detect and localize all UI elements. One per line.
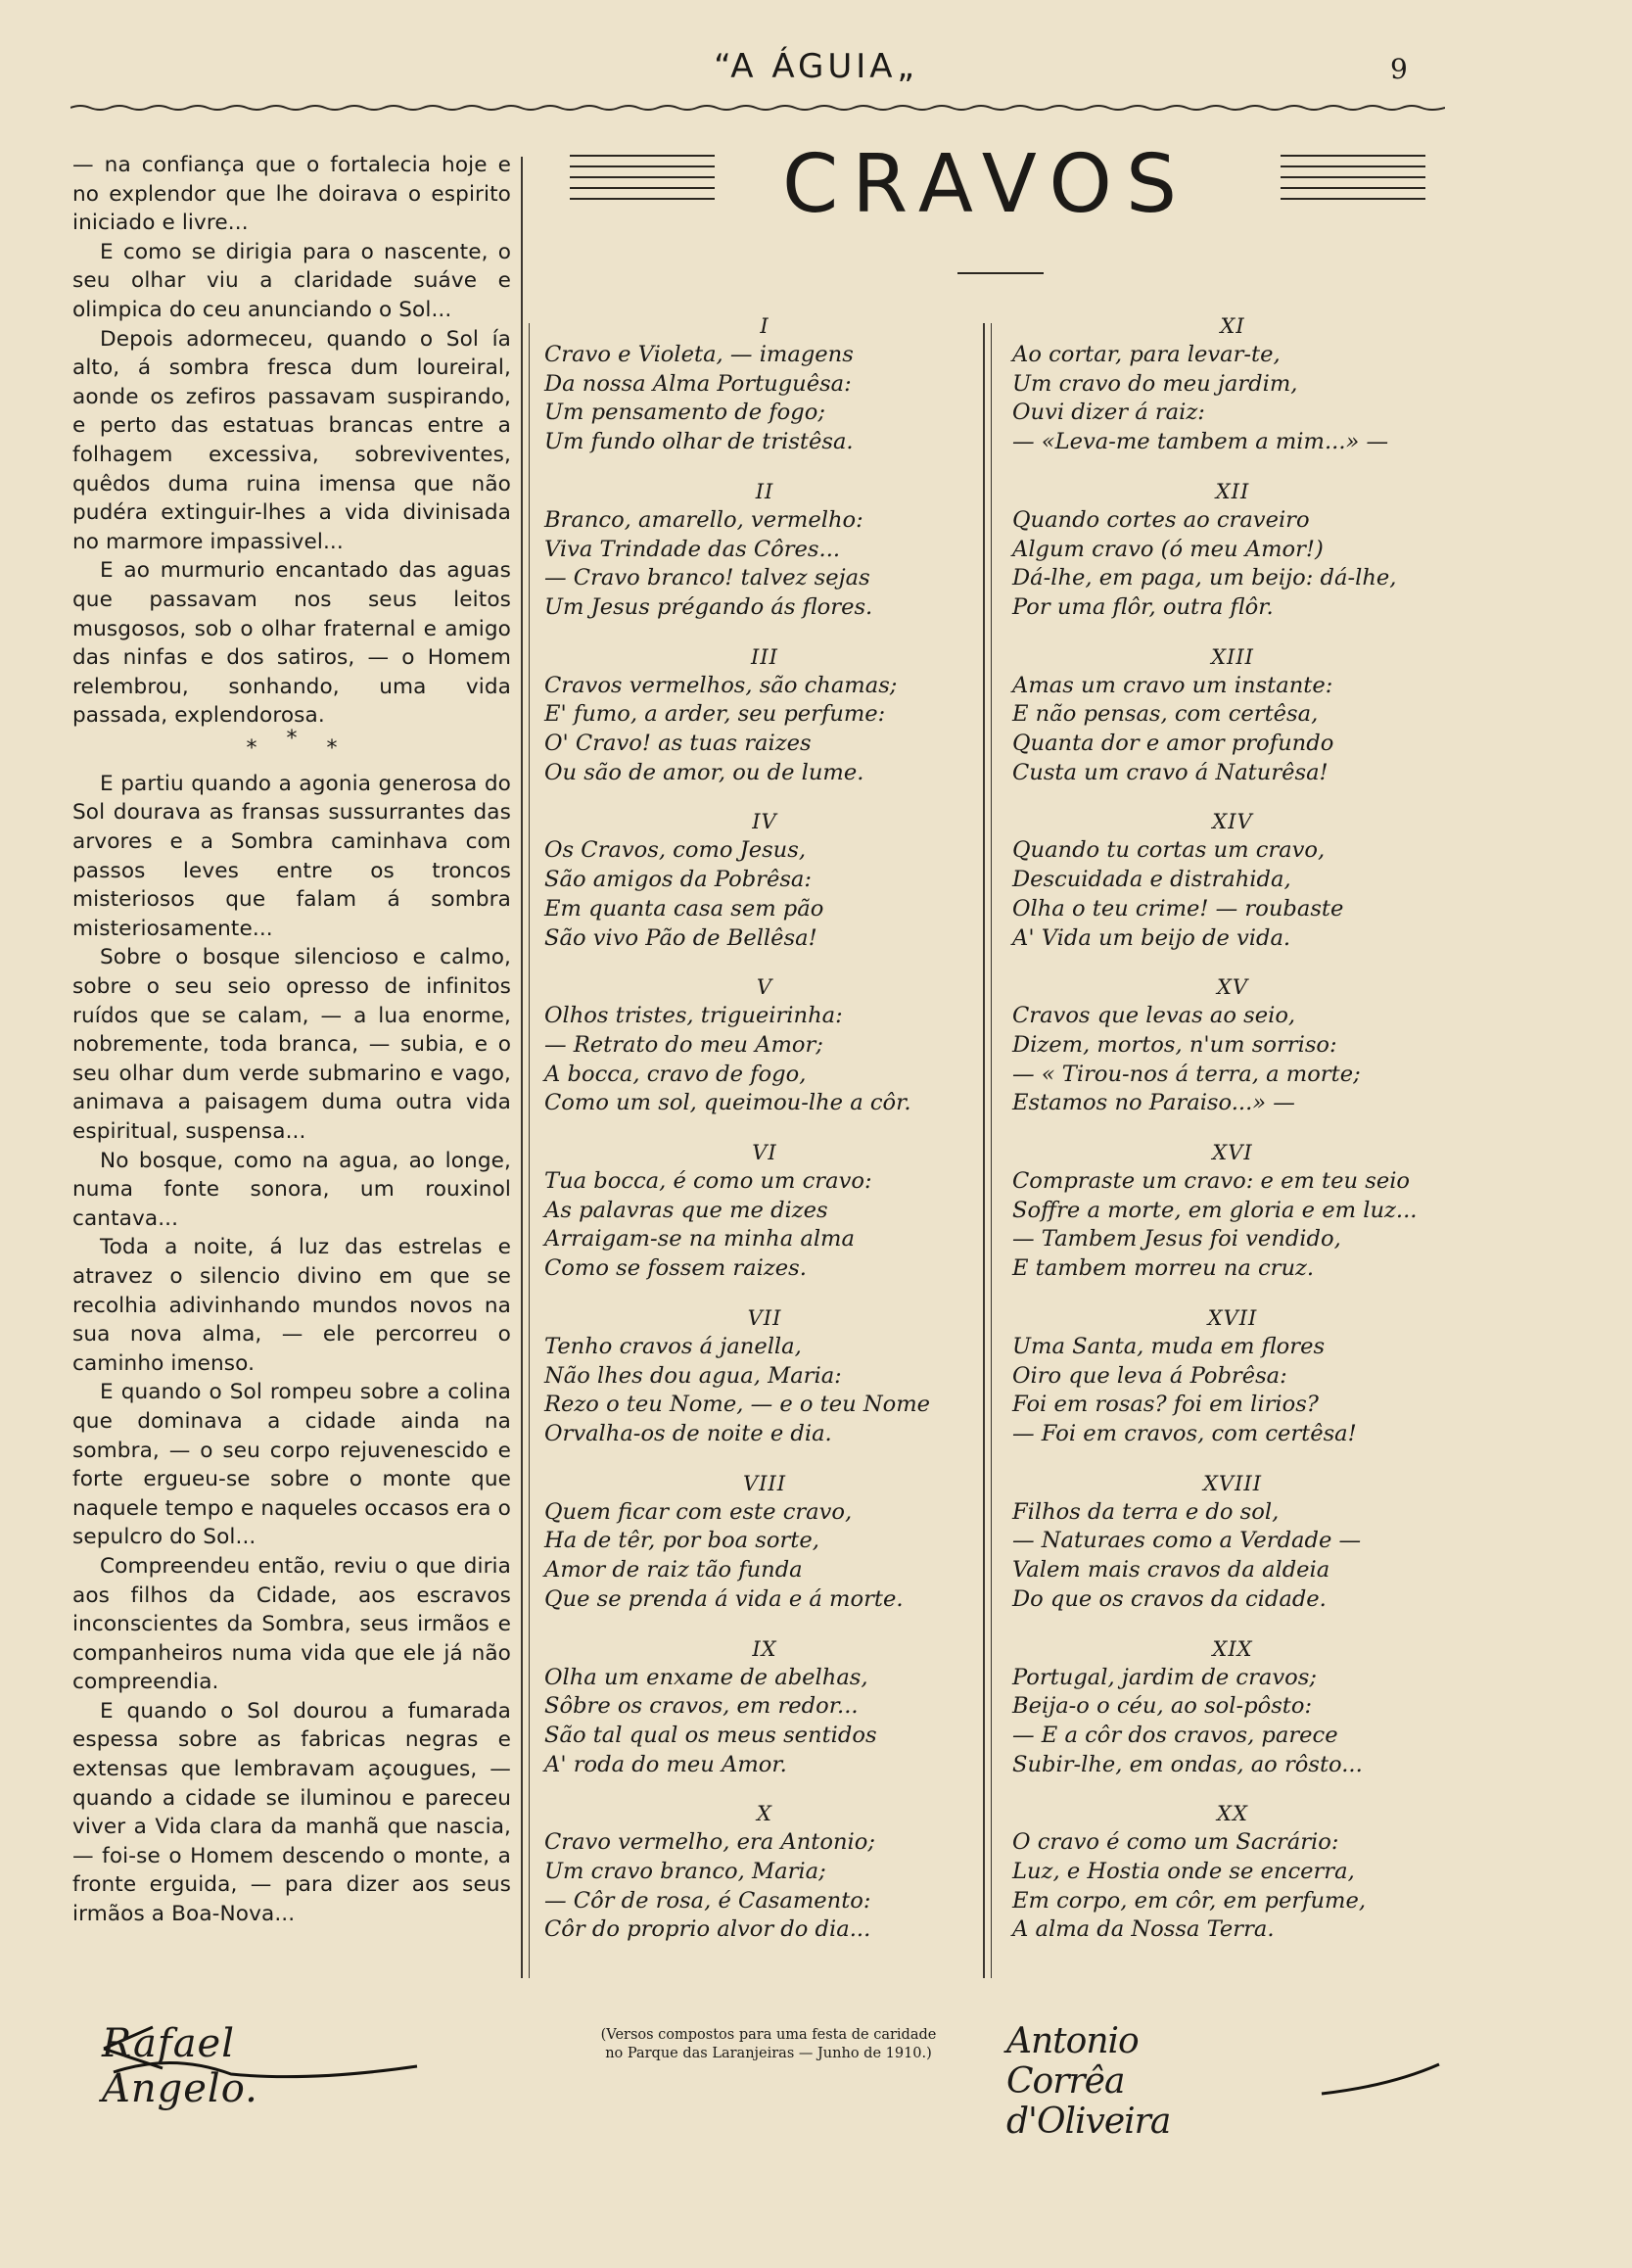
stanza-numeral: XIII [1211,644,1254,669]
verse-line: São vivo Pão de Bellêsa! [544,924,817,951]
verse-line: Não lhes dou agua, Maria: [544,1362,842,1389]
verse-line: Do que os cravos da cidade. [1012,1585,1327,1612]
column-rule-center-2 [991,323,992,1978]
verse-line: Branco, amarello, vermelho: [544,506,863,533]
stanza-numeral: XII [1215,479,1250,503]
poem-stanza [1012,1303,1453,1449]
poem-stanza [1012,1138,1453,1284]
poem-stanza [544,1138,985,1284]
prose-paragraph: Compreendeu então, reviu o que diria aos filhos da Cidade, aos escravos inconscientes da Sombra, seus irmãos e companheiros numa vida que ele já não compreendia. [72,1553,511,1695]
verse-line: Soffre a morte, em gloria e em luz... [1012,1197,1418,1223]
prose-column [72,151,511,1929]
verse-line: Um pensamento de fogo; [544,400,825,426]
poem-stanza [1012,972,1453,1118]
verse-line: — Naturaes como a Verdade — [1012,1528,1362,1554]
prose-paragraph: Sobre o bosque silencioso e calmo, sobre o seu seio opresso de infinitos ruídos que se calam, — a lua enorme, nobremente, toda branca, — subia, e o seu olhar dum verde submarino e vago, animava a paisagem duma outra vida espiritual, suspensa... [72,945,511,1144]
verse-line: Orvalha-os de noite e dia. [544,1420,832,1446]
prose-paragraph: E ao murmurio encantado das aguas que passavam nos seus leitos musgosos, sob o olhar fraternal e amigo das ninfas e dos satiros, — o Homem relembrou, sonhando, uma vida passada, explendorosa. [72,558,511,729]
prose-paragraph: No bosque, como na agua, ao longe, numa fonte sonora, um rouxinol cantava... [72,1148,511,1231]
footnote-line: (Versos compostos para uma festa de caridade [600,2027,937,2043]
verse-line: A bocca, cravo de fogo, [544,1061,807,1087]
poem-stanza [544,807,985,953]
prose-paragraph: E como se dirigia para o nascente, o seu olhar viu a claridade suáve e olimpica do ceu anunciando o Sol... [72,239,511,322]
verse-line: Uma Santa, muda em flores [1012,1333,1326,1359]
stanza-numeral: XVIII [1202,1471,1262,1495]
verse-line: Descuidada e distrahida, [1012,867,1291,893]
poem-footnote [548,2026,989,2063]
stanza-numeral: XVII [1207,1305,1258,1330]
verse-line: A' Vida um beijo de vida. [1012,924,1291,951]
verse-line: Beija-o o céu, ao sol-pôsto: [1012,1693,1313,1720]
poem-stanza [544,1634,985,1780]
verse-line: Quem ficar com este cravo, [544,1498,853,1525]
poem-stanza [1012,477,1453,623]
verse-line: O cravo é como um Sacrário: [1012,1829,1339,1856]
poem-stanza [1012,1799,1453,1945]
verse-line: A alma da Nossa Terra. [1012,1916,1275,1943]
verse-line: Olhos tristes, trigueirinha: [544,1003,843,1029]
verse-line: Um cravo do meu jardim, [1012,370,1298,397]
verse-line: As palavras que me dizes [544,1197,828,1223]
verse-line: Oiro que leva á Pobrêsa: [1012,1362,1287,1389]
stanza-numeral: I [760,314,769,338]
verse-line: Compraste um cravo: e em teu seio [1012,1168,1411,1195]
verse-line: — «Leva-me tambem a mim...» — [1012,429,1389,455]
poem-stanza [544,477,985,623]
verse-line: Olha o teu crime! — roubaste [1012,895,1344,921]
poem-stanza [544,1799,985,1945]
verse-line: São tal qual os meus sentidos [544,1722,877,1748]
poem-stanza [544,642,985,788]
verse-line: A' roda do meu Amor. [544,1751,787,1777]
verse-line: Quanta dor e amor profundo [1012,731,1334,757]
prose-paragraph: E partiu quando a agonia generosa do Sol dourava as fransas sussurrantes das arvores e a Sombra caminhava com passos leves entre os troncos misteriosos que falam á sombra misteriosamente... [72,771,511,941]
verse-line: — Côr de rosa, é Casamento: [544,1887,871,1914]
title-under-rule [957,272,1044,274]
poem-stanza [544,972,985,1118]
verse-line: Um fundo olhar de tristêsa. [544,429,854,455]
stanza-numeral: XV [1216,975,1249,1000]
verse-line: Cravo vermelho, era Antonio; [544,1829,875,1856]
footnote-line: no Parque das Laranjeiras — Junho de 1910.) [605,2046,932,2061]
verse-line: Ou são de amor, ou de lume. [544,759,864,785]
verse-line: — Tambem Jesus foi vendido, [1012,1226,1341,1252]
poem-title-block [529,135,1444,233]
poem-column-left [544,311,985,1964]
verse-line: Que se prenda á vida e á morte. [544,1585,904,1612]
verse-line: Cravos que levas ao seio, [1012,1003,1296,1029]
verse-line: Foi em rosas? foi em lirios? [1012,1392,1319,1418]
verse-line: Luz, e Hostia onde se encerra, [1012,1859,1355,1885]
stanza-numeral: IX [752,1636,777,1661]
verse-line: Um Jesus prégando ás flores. [544,593,873,620]
verse-line: — Retrato do meu Amor; [544,1031,823,1058]
stanza-numeral: VII [747,1305,782,1330]
header-wavy-rule [70,102,1445,112]
verse-line: — Cravo branco! talvez sejas [544,565,870,591]
poem-column-right [1012,311,1453,1964]
verse-line: Dá-lhe, em paga, um beijo: dá-lhe, [1012,565,1397,591]
verse-line: Tua bocca, é como um cravo: [544,1168,872,1195]
poem-stanza [1012,311,1453,457]
stanza-numeral: X [757,1802,772,1826]
stanza-numeral: XVI [1212,1141,1253,1165]
verse-line: Como se fossem raizes. [544,1255,807,1282]
verse-line: Quando cortes ao craveiro [1012,506,1310,533]
poem-stanza [544,311,985,457]
stanza-numeral: V [756,975,773,1000]
title-ornament-right [1281,155,1425,209]
verse-line: — E a côr dos cravos, parece [1012,1722,1338,1748]
verse-line: Arraigam-se na minha alma [544,1226,855,1252]
verse-line: Amas um cravo um instante: [1012,672,1333,698]
verse-line: Olha um enxame de abelhas, [544,1664,868,1690]
poem-stanza [1012,1634,1453,1780]
prose-paragraph: E quando o Sol rompeu sobre a colina que dominava a cidade ainda na sombra, — o seu corpo rejuvenescido e forte ergueu-se sobre o monte que naquele tempo e naqueles occasos era o sepulcro do Sol... [72,1380,511,1550]
verse-line: Um cravo branco, Maria; [544,1859,826,1885]
verse-line: Cravos vermelhos, são chamas; [544,672,898,698]
signature-text: Antonio Corrêa d'Oliveira [1006,2021,1171,2142]
signature-text: Rafael Angelo. [102,2021,258,2111]
prose-paragraph: Toda a noite, á luz das estrelas e atravez o silencio divino em que se recolhia adivinhando mundos novos na sua nova alma, — ele percorreu o caminho imenso. [72,1235,511,1376]
verse-line: Subir-lhe, em ondas, ao rôsto... [1012,1751,1363,1777]
verse-line: Algum cravo (ó meu Amor!) [1012,536,1324,562]
poem-stanza [1012,807,1453,953]
verse-line: Valem mais cravos da aldeia [1012,1557,1330,1583]
verse-line: Viva Trindade das Côres... [544,536,841,562]
verse-line: Dizem, mortos, n'um sorriso: [1012,1031,1337,1058]
verse-line: Côr do proprio alvor do dia... [544,1916,871,1943]
prose-paragraph: Depois adormeceu, quando o Sol ía alto, á sombra fresca dum loureiral, aonde os zefiros passavam suspirando, e perto das estatuas brancas entre a folhagem excessiva, sobreviventes, quêdos duma ruina imensa que não pudéra extinguir-lhes a vida divinisada no marmore impassivel... [72,326,511,554]
verse-line: Portugal, jardim de cravos; [1012,1664,1317,1690]
verse-line: Sôbre os cravos, em redor... [544,1693,859,1720]
verse-line: Como um sol, queimou-lhe a côr. [544,1090,911,1116]
stanza-numeral: XX [1217,1802,1248,1826]
verse-line: Quando tu cortas um cravo, [1012,837,1326,864]
poem-stanza [544,1469,985,1615]
verse-line: Tenho cravos á janella, [544,1333,802,1359]
verse-line: — Foi em cravos, com certêsa! [1012,1420,1357,1446]
verse-line: E' fumo, a arder, seu perfume: [544,701,886,728]
stanza-numeral: XIX [1212,1636,1253,1661]
poem-stanza [1012,642,1453,788]
verse-line: Rezo o teu Nome, — e o teu Nome [544,1392,931,1418]
stanza-numeral: III [751,644,778,669]
verse-line: Ouvi dizer á raiz: [1012,400,1205,426]
verse-line: Estamos no Paraiso...» — [1012,1090,1295,1116]
stanza-numeral: IV [752,810,777,834]
verse-line: Amor de raiz tão funda [544,1557,803,1583]
poem-stanza [1012,1469,1453,1615]
verse-line: Da nossa Alma Portuguêsa: [544,370,852,397]
asterism: *** [246,726,367,761]
stanza-numeral: II [755,479,774,503]
column-rule-left [521,157,523,1978]
stanza-numeral: VI [752,1141,777,1165]
verse-line: São amigos da Pobrêsa: [544,867,813,893]
verse-line: Por uma flôr, outra flôr. [1012,593,1274,620]
verse-line: E tambem morreu na cruz. [1012,1255,1315,1282]
verse-line: Em quanta casa sem pão [544,895,824,921]
prose-paragraph: E quando o Sol dourou a fumarada espessa sobre as fabricas negras e extensas que lembravam açougues, — quando a cidade se iluminou e pareceu viver a Vida clara da manhã que nascia, — foi-se o Homem descendo o monte, a fronte erguida, — para dizer aos seus irmãos a Boa-Nova... [72,1698,511,1927]
verse-line: — « Tirou-nos á terra, a morte; [1012,1061,1361,1087]
running-head: “A ÁGUIA„ [714,47,918,86]
poem-title: CRAVOS [781,138,1190,231]
poem-stanza [544,1303,985,1449]
verse-line: Ha de têr, por boa sorte, [544,1528,819,1554]
verse-line: Custa um cravo á Naturêsa! [1012,759,1329,785]
verse-line: Os Cravos, como Jesus, [544,837,806,864]
verse-line: Ao cortar, para levar-te, [1012,342,1281,367]
stanza-numeral: XI [1220,314,1245,338]
page-number: 9 [1390,53,1408,85]
verse-line: Em corpo, em côr, em perfume, [1012,1887,1367,1914]
verse-line: Cravo e Violeta, — imagens [544,342,854,367]
stanza-numeral: XIV [1212,810,1253,834]
verse-line: Filhos da terra e do sol, [1012,1498,1280,1525]
stanza-numeral: VIII [742,1471,787,1495]
verse-line: E não pensas, com certêsa, [1012,701,1319,728]
verse-line: O' Cravo! as tuas raizes [544,731,812,757]
column-rule-left-poem [529,323,530,1978]
prose-paragraph: — na confiança que o fortalecia hoje e no explendor que lhe doirava o espirito iniciado e livre... [72,153,511,236]
